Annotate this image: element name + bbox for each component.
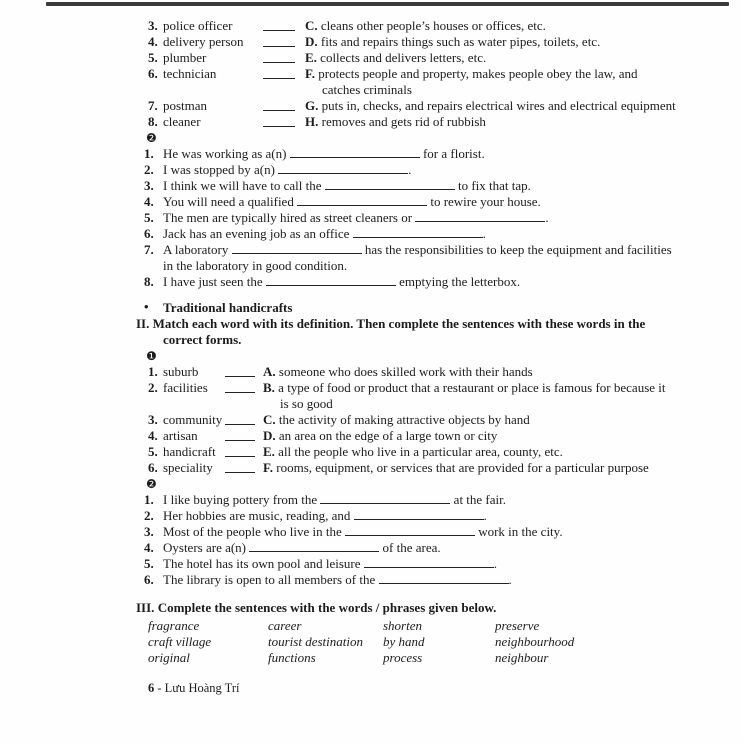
sentence-post: emptying the letterbox. (399, 274, 521, 289)
answer-blank (266, 274, 396, 286)
definition-text: an area on the edge of a large town or city (278, 428, 498, 443)
answer-blank (379, 572, 509, 584)
item-number: 5. (148, 444, 158, 459)
sentence-pre: Jack has an evening job as an office (163, 226, 350, 241)
definition-letter: G. (305, 98, 319, 113)
fill-in-exercise-2 (136, 492, 676, 588)
definition-letter: E. (305, 50, 317, 65)
definition-letter: B. (263, 380, 275, 395)
list-item (136, 210, 676, 226)
answer-blank (263, 19, 295, 31)
bullet-icon: • (144, 299, 149, 314)
sentence-pre: The library is open to all members of the (163, 572, 376, 587)
item-word: community (163, 412, 223, 427)
list-item (136, 508, 676, 524)
answer-blank (225, 381, 255, 393)
definition (263, 428, 676, 444)
list-item (136, 524, 676, 540)
heading-text: Complete the sentences with the words / phrases given below. (157, 600, 497, 615)
sentence-post: of the area. (382, 540, 441, 555)
list-item (136, 162, 676, 178)
definition-text: cleans other people’s houses or offices, etc. (320, 18, 546, 33)
definition (263, 444, 676, 460)
section-iii-heading (136, 600, 676, 616)
sentence-post: for a florist. (422, 146, 485, 161)
word-bank-item: career (268, 618, 302, 633)
answer-blank (225, 413, 255, 425)
matching-exercise-2 (136, 364, 676, 476)
sentence-pre: I have just seen the (163, 274, 263, 289)
sentence-number: 3. (144, 178, 154, 193)
item-number: 7. (148, 98, 158, 113)
item-number: 4. (148, 428, 158, 443)
sentence-post: . (545, 210, 549, 225)
sentence-number: 3. (144, 524, 154, 539)
definition-letter: H. (305, 114, 319, 129)
item-number: 6. (148, 66, 158, 81)
answer-blank (225, 365, 255, 377)
circled-1-icon: ❶ (146, 349, 157, 363)
sentence-post: . (408, 162, 412, 177)
definition-text: protects people and property, makes people obey the law, and catches criminals (318, 66, 638, 97)
sentence-pre: Oysters are a(n) (163, 540, 247, 555)
page-content (136, 18, 676, 696)
sentence-pre: You will need a qualified (163, 194, 294, 209)
table-row (136, 460, 676, 476)
heading-text: Match each word with its definition. Then complete the sentences with these words in the correct forms. (152, 316, 646, 347)
definition-letter: E. (263, 444, 275, 459)
word-bank-item: original (148, 650, 190, 665)
sentence-pre: I think we will have to call the (163, 178, 322, 193)
list-item (136, 274, 676, 290)
table-row (136, 364, 676, 380)
word-bank-item: shorten (383, 618, 422, 633)
footer-author: Lưu Hoàng Trí (164, 681, 240, 695)
table-row (136, 380, 676, 412)
sentence-number: 1. (144, 146, 154, 161)
definition-text: puts in, checks, and repairs electrical wires and electrical equipment (321, 98, 676, 113)
sentence-pre: I like buying pottery from the (163, 492, 318, 507)
item-number: 1. (148, 364, 158, 379)
sentence-post: to fix that tap. (457, 178, 531, 193)
definition (263, 380, 676, 412)
sentence-post: has the responsibilities to keep the equipment and facilities in the laboratory in good condition. (163, 242, 672, 273)
item-word: facilities (163, 380, 208, 395)
definition (263, 460, 676, 476)
word-bank-item: by hand (383, 634, 425, 649)
word-bank-item: neighbourhood (495, 634, 575, 649)
answer-blank (297, 194, 427, 206)
list-item (136, 572, 676, 588)
answer-blank (325, 178, 455, 190)
table-row (136, 66, 676, 98)
list-item (136, 146, 676, 162)
item-word: police officer (163, 18, 233, 33)
heading-numeral: II. (136, 316, 150, 331)
matching-exercise-1 (136, 18, 676, 130)
definition-text: all the people who live in a particular area, county, etc. (278, 444, 563, 459)
word-bank-item: tourist destination (268, 634, 363, 649)
answer-blank (232, 242, 362, 254)
table-row (136, 444, 676, 460)
answer-blank (263, 67, 295, 79)
definition-text: someone who does skilled work with their hands (278, 364, 533, 379)
definition-letter: C. (305, 18, 318, 33)
sentence-post: . (482, 226, 486, 241)
definition (263, 364, 676, 380)
sentence-pre: I was stopped by a(n) (163, 162, 275, 177)
definition-text: removes and gets rid of rubbish (321, 114, 486, 129)
table-row (136, 50, 676, 66)
sentence-number: 2. (144, 162, 154, 177)
table-row (136, 114, 676, 130)
item-word: handicraft (163, 444, 216, 459)
item-number: 8. (148, 114, 158, 129)
list-item (136, 226, 676, 242)
definition-text: collects and delivers letters, etc. (320, 50, 487, 65)
definition-text: fits and repairs things such as water pipes, toilets, etc. (320, 34, 601, 49)
sentence-number: 4. (144, 540, 154, 555)
footer-separator: - (154, 681, 165, 695)
sentence-number: 7. (144, 242, 154, 257)
table-row (136, 34, 676, 50)
definition-letter: A. (263, 364, 276, 379)
sentence-number: 1. (144, 492, 154, 507)
item-word: delivery person (163, 34, 244, 49)
item-word: cleaner (163, 114, 201, 129)
definition (263, 412, 676, 428)
definition (305, 18, 676, 34)
answer-blank (225, 429, 255, 441)
item-number: 4. (148, 34, 158, 49)
sentence-post: to rewire your house. (430, 194, 541, 209)
word-bank-item: preserve (495, 618, 540, 633)
definition (305, 50, 676, 66)
circled-2-icon: ❷ (146, 477, 157, 491)
list-item (136, 556, 676, 572)
definition-letter: D. (305, 34, 318, 49)
sentence-number: 5. (144, 210, 154, 225)
page-footer (136, 680, 676, 696)
item-word: technician (163, 66, 217, 81)
sentence-post: at the fair. (453, 492, 507, 507)
list-item (136, 540, 676, 556)
sentence-pre: Most of the people who live in the (163, 524, 342, 539)
heading-numeral: III. (136, 600, 155, 615)
sentence-post: . (483, 508, 487, 523)
definition (305, 34, 676, 50)
page-number: 6 (148, 681, 155, 695)
item-word: artisan (163, 428, 198, 443)
fill-in-exercise-1 (136, 146, 676, 290)
word-bank-item: craft village (148, 634, 212, 649)
definition-text: the activity of making attractive objects by hand (278, 412, 530, 427)
answer-blank (415, 210, 545, 222)
topic-heading-text: Traditional handicrafts (163, 300, 293, 315)
definition-letter: F. (305, 66, 315, 81)
item-number: 6. (148, 460, 158, 475)
definition-text: a type of food or product that a restaurant or place is famous for because it is so good (278, 380, 666, 411)
definition (305, 98, 676, 114)
answer-blank (263, 51, 295, 63)
table-row (136, 428, 676, 444)
answer-blank (249, 540, 379, 552)
list-item (136, 194, 676, 210)
definition-letter: D. (263, 428, 276, 443)
item-number: 5. (148, 50, 158, 65)
item-word: speciality (163, 460, 213, 475)
sentence-pre: The hotel has its own pool and leisure (163, 556, 361, 571)
sentence-number: 6. (144, 572, 154, 587)
item-word: suburb (163, 364, 199, 379)
sentence-number: 6. (144, 226, 154, 241)
sentence-post: . (508, 572, 512, 587)
item-number: 3. (148, 412, 158, 427)
item-word: postman (163, 98, 208, 113)
answer-blank (290, 146, 420, 158)
circled-2-icon: ❷ (146, 131, 157, 145)
answer-blank (345, 524, 475, 536)
table-row (136, 18, 676, 34)
answer-blank (354, 508, 484, 520)
word-bank-item: functions (268, 650, 316, 665)
answer-blank (263, 99, 295, 111)
sentence-pre: Her hobbies are music, reading, and (163, 508, 351, 523)
definition-letter: C. (263, 412, 276, 427)
word-bank-item: fragrance (148, 618, 200, 633)
answer-blank (353, 226, 483, 238)
answer-blank (263, 35, 295, 47)
topic-heading (136, 300, 676, 316)
word-bank (136, 618, 676, 666)
definition (305, 66, 676, 98)
definition (305, 114, 676, 130)
sentence-pre: The men are typically hired as street cleaners or (163, 210, 413, 225)
scan-edge-rule (46, 2, 729, 6)
sentence-pre: A laboratory (163, 242, 229, 257)
item-number: 2. (148, 380, 158, 395)
list-item (136, 178, 676, 194)
answer-blank (364, 556, 494, 568)
sentence-number: 2. (144, 508, 154, 523)
word-bank-item: neighbour (495, 650, 549, 665)
section-ii-heading (136, 316, 676, 348)
table-row (136, 412, 676, 428)
definition-text: rooms, equipment, or services that are provided for a particular purpose (276, 460, 649, 475)
sentence-number: 8. (144, 274, 154, 289)
sentence-post: work in the city. (478, 524, 563, 539)
item-word: plumber (163, 50, 207, 65)
table-row (136, 98, 676, 114)
item-number: 3. (148, 18, 158, 33)
list-item (136, 242, 676, 274)
answer-blank (225, 461, 255, 473)
answer-blank (320, 492, 450, 504)
list-item (136, 492, 676, 508)
answer-blank (278, 162, 408, 174)
sentence-post: . (493, 556, 497, 571)
definition-letter: F. (263, 460, 273, 475)
sentence-number: 4. (144, 194, 154, 209)
word-bank-item: process (383, 650, 423, 665)
sentence-pre: He was working as a(n) (163, 146, 287, 161)
answer-blank (225, 445, 255, 457)
sentence-number: 5. (144, 556, 154, 571)
answer-blank (263, 115, 295, 127)
